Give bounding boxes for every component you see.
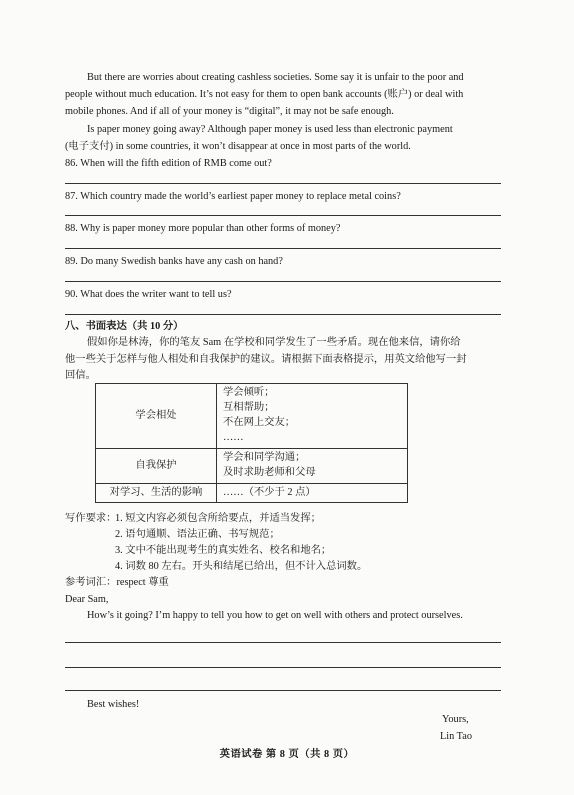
requirements-label: 写作要求：	[65, 513, 117, 524]
requirement-item: 4. 词数 80 左右。开头和结尾已给出，但不计入总词数。	[115, 561, 368, 572]
table-label: 对学习、生活的影响	[96, 483, 217, 503]
table-item: 及时求助老师和父母	[223, 466, 316, 478]
writing-line	[65, 690, 501, 691]
answer-line	[65, 281, 501, 282]
answer-line	[65, 314, 501, 315]
page-footer: 英语试卷 第 8 页（共 8 页）	[219, 749, 355, 760]
question-90: 90. What does the writer want to tell us?	[65, 289, 232, 300]
question-88: 88. Why is paper money more popular than other forms of money?	[65, 223, 341, 234]
table-items	[217, 448, 408, 483]
table-item: 学会倾听；	[223, 387, 275, 398]
prompt-table	[95, 383, 408, 503]
question-89: 89. Do many Swedish banks have any cash on hand?	[65, 256, 283, 267]
table-row	[96, 384, 408, 449]
writing-line	[65, 667, 501, 668]
table-items	[217, 384, 408, 449]
table-item: 学会和同学沟通；	[223, 451, 306, 463]
question-86: 86. When will the fifth edition of RMB come out?	[65, 158, 272, 169]
passage-line: Is paper money going away? Although paper money is used less than electronic payment	[87, 124, 453, 135]
table-item: ……	[223, 431, 244, 443]
table-item: ……（不少于 2 点）	[223, 486, 316, 498]
writing-intro: 回信。	[65, 370, 96, 381]
letter-greeting: Dear Sam,	[65, 594, 109, 605]
answer-line	[65, 183, 501, 184]
table-items	[217, 483, 408, 503]
answer-line	[65, 215, 501, 216]
requirement-item: 2. 语句通顺、语法正确、书写规范；	[115, 529, 280, 540]
table-item: 不在网上交友；	[223, 416, 296, 428]
section-heading: 八、书面表达（共 10 分）	[65, 321, 184, 332]
table-label: 学会相处	[96, 384, 217, 449]
letter-closing: Best wishes!	[87, 699, 140, 710]
writing-intro: 他一些关于怎样与他人相处和自我保护的建议。请根据下面表格提示，用英文给他写一封	[65, 354, 467, 365]
passage-line: But there are worries about creating cashless societies. Some say it is unfair to the poor and	[87, 72, 464, 83]
table-item: 互相帮助；	[223, 401, 275, 413]
writing-line	[65, 642, 501, 643]
passage-line: people without much education. It’s not easy for them to open bank accounts (账户) or deal with	[65, 89, 464, 100]
requirement-item: 3. 文中不能出现考生的真实姓名、校名和地名；	[115, 545, 332, 556]
answer-line	[65, 248, 501, 249]
passage-line: mobile phones. And if all of your money is “digital”, it may not be safe enough.	[65, 106, 394, 117]
letter-signoff: Yours,	[442, 714, 469, 725]
table-label: 自我保护	[96, 448, 217, 483]
requirement-item: 1. 短文内容必须包含所给要点，并适当发挥；	[115, 513, 321, 524]
reference-vocab: 参考词汇：respect 尊重	[65, 577, 169, 588]
writing-intro: 假如你是林涛，你的笔友 Sam 在学校和同学发生了一些矛盾。现在他来信，请你给	[87, 337, 461, 348]
letter-name: Lin Tao	[440, 731, 472, 742]
table-row	[96, 483, 408, 503]
letter-opening: How’s it going? I’m happy to tell you how to get on well with others and protect ourselves.	[87, 610, 463, 621]
passage-line: (电子支付) in some countries, it won’t disappear at once in most parts of the world.	[65, 141, 411, 152]
table-row	[96, 448, 408, 483]
question-87: 87. Which country made the world’s earliest paper money to replace metal coins?	[65, 191, 401, 202]
